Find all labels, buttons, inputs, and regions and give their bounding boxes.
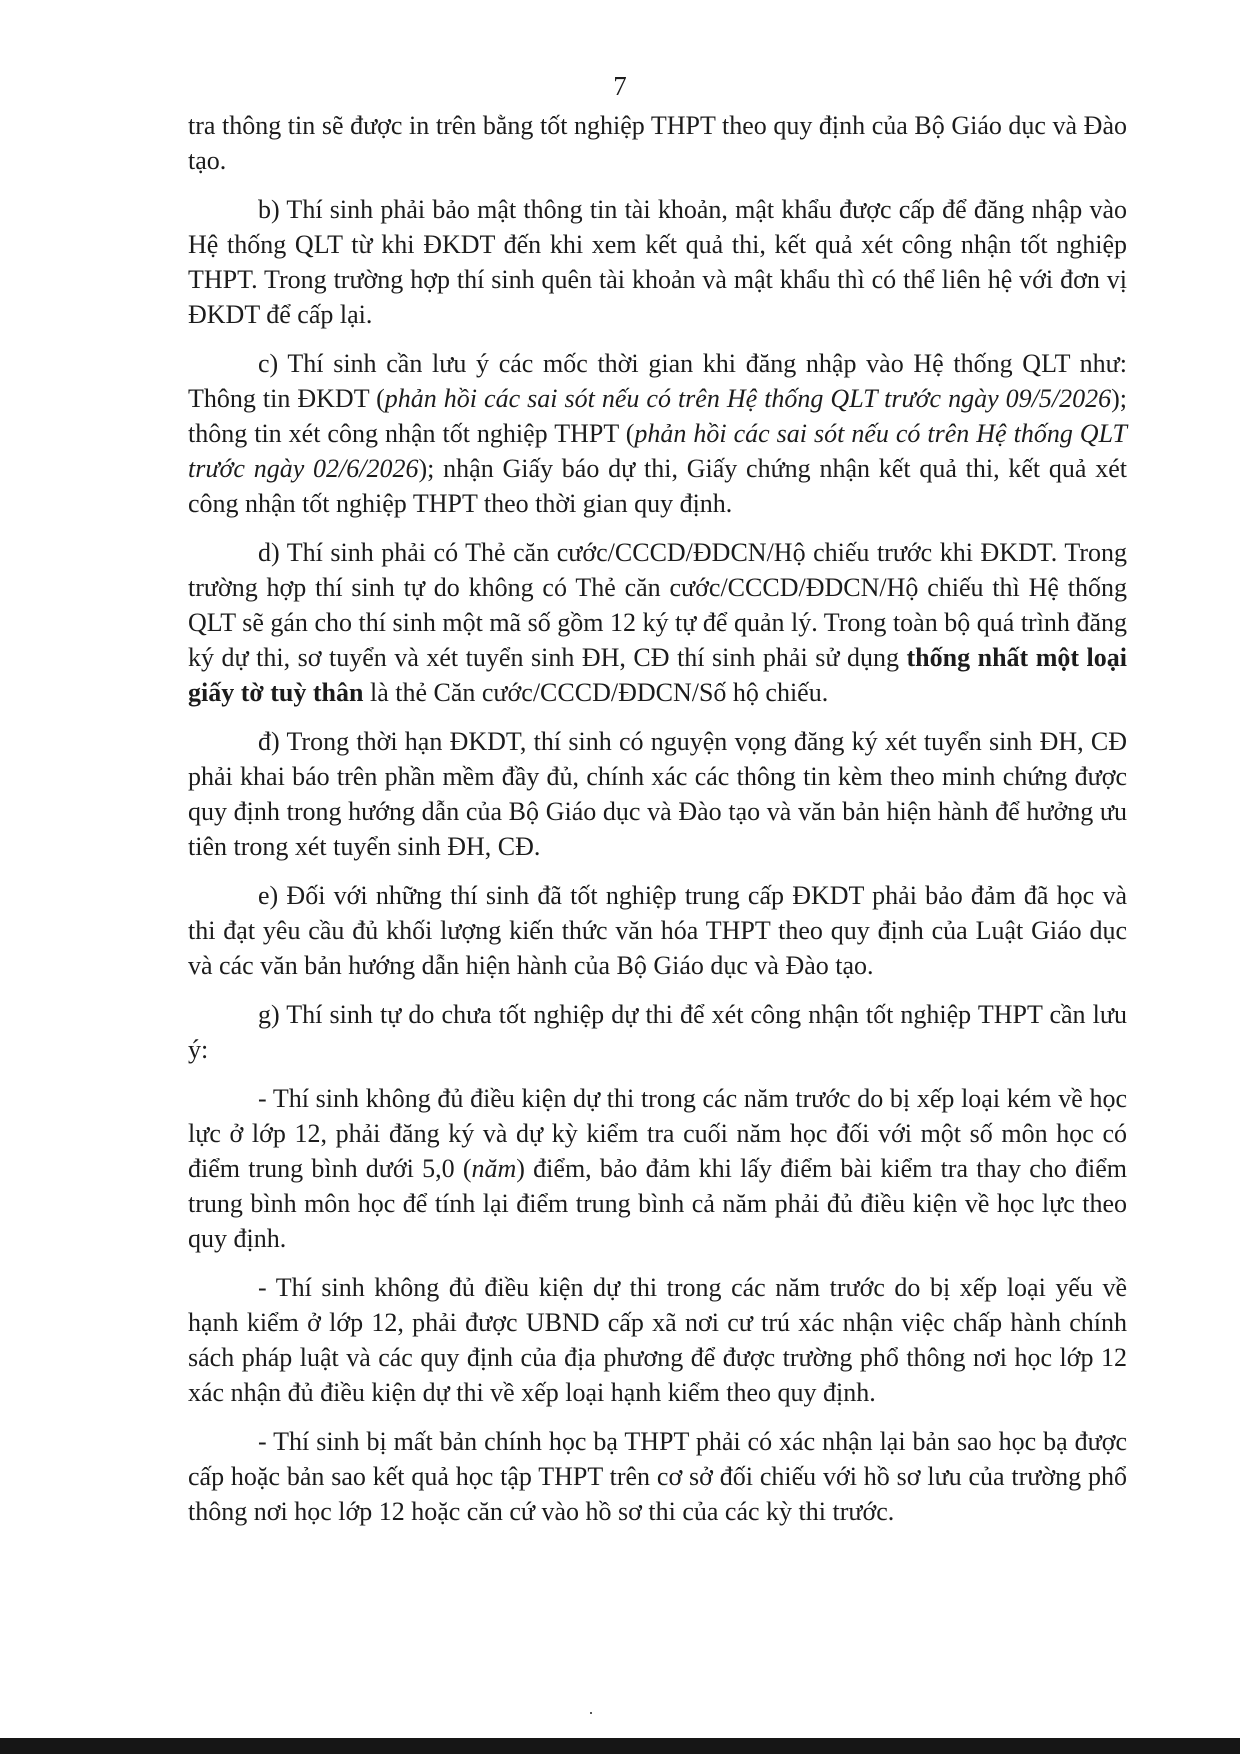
text-segment: d) Thí sinh phải có Thẻ căn cước/CCCD/ĐDCN/Hộ chiếu trước khi ĐKDT. Trong trường hợp thí sinh tự do không có Thẻ căn cước/CCCD/ĐDCN/Hộ chiếu thì Hệ thống QLT sẽ gán cho thí sinh một mã số gồm 12 ký tự để quản lý. Trong toàn bộ quá trình đăng ký dự thi, sơ tuyển và xét tuyển sinh ĐH, CĐ thí sinh phải sử dụng	[188, 538, 1127, 672]
paragraph-p1	[188, 192, 1127, 332]
document-body	[188, 108, 1127, 1543]
text-segment: - Thí sinh bị mất bản chính học bạ THPT phải có xác nhận lại bản sao học bạ được cấp hoặc bản sao kết quả học tập THPT trên cơ sở đối chiếu với hồ sơ lưu của trường phổ thông nơi học lớp 12 hoặc căn cứ vào hồ sơ thi của các kỳ thi trước.	[188, 1427, 1127, 1526]
paragraph-p3	[188, 535, 1127, 710]
text-segment: là thẻ Căn cước/CCCD/ĐDCN/Số hộ chiếu.	[363, 678, 829, 707]
italic-text-segment: phản hồi các sai sót nếu có trên Hệ thống QLT trước ngày 02/6/2026	[188, 419, 1127, 483]
bold-text-segment: thống nhất một loại giấy tờ tuỳ thân	[188, 643, 1128, 707]
paragraph-p8	[188, 1270, 1127, 1410]
text-segment: tra thông tin sẽ được in trên bằng tốt nghiệp THPT theo quy định của Bộ Giáo dục và Đào tạo.	[188, 111, 1127, 175]
paragraph-p2	[188, 346, 1127, 521]
text-segment: b) Thí sinh phải bảo mật thông tin tài khoản, mật khẩu được cấp để đăng nhập vào Hệ thống QLT từ khi ĐKDT đến khi xem kết quả thi, kết quả xét công nhận tốt nghiệp THPT. Trong trường hợp thí sinh quên tài khoản và mật khẩu thì có thể liên hệ với đơn vị ĐKDT để cấp lại.	[188, 195, 1127, 329]
paragraph-p7	[188, 1081, 1127, 1256]
paragraph-p0	[188, 108, 1127, 178]
text-segment: - Thí sinh không đủ điều kiện dự thi trong các năm trước do bị xếp loại yếu về hạnh kiểm ở lớp 12, phải được UBND cấp xã nơi cư trú xác nhận việc chấp hành chính sách pháp luật và các quy định của địa phương để được trường phổ thông nơi học lớp 12 xác nhận đủ điều kiện dự thi về xếp loại hạnh kiểm theo quy định.	[188, 1273, 1127, 1407]
text-segment: đ) Trong thời hạn ĐKDT, thí sinh có nguyện vọng đăng ký xét tuyển sinh ĐH, CĐ phải khai báo trên phần mềm đầy đủ, chính xác các thông tin kèm theo minh chứng được quy định trong hướng dẫn của Bộ Giáo dục và Đào tạo và văn bản hiện hành để hưởng ưu tiên trong xét tuyển sinh ĐH, CĐ.	[188, 727, 1127, 861]
text-segment: e) Đối với những thí sinh đã tốt nghiệp trung cấp ĐKDT phải bảo đảm đã học và thi đạt yêu cầu đủ khối lượng kiến thức văn hóa THPT theo quy định của Luật Giáo dục và các văn bản hướng dẫn hiện hành của Bộ Giáo dục và Đào tạo.	[188, 881, 1127, 980]
paragraph-p9	[188, 1424, 1127, 1529]
scan-artifact-dot	[590, 1712, 592, 1714]
italic-text-segment: phản hồi các sai sót nếu có trên Hệ thống QLT trước ngày 09/5/2026	[384, 384, 1112, 413]
italic-text-segment: năm	[471, 1154, 517, 1183]
text-segment: c) Thí sinh cần lưu ý các mốc thời gian khi đăng nhập vào Hệ thống QLT như: Thông tin ĐKDT (	[188, 349, 1127, 413]
text-segment: g) Thí sinh tự do chưa tốt nghiệp dự thi để xét công nhận tốt nghiệp THPT cần lưu ý:	[188, 1000, 1127, 1064]
paragraph-p6	[188, 997, 1127, 1067]
scan-bottom-border	[0, 1738, 1240, 1754]
text-segment: - Thí sinh không đủ điều kiện dự thi trong các năm trước do bị xếp loại kém về học lực ở lớp 12, phải đăng ký và dự kỳ kiểm tra cuối năm học đối với một số môn học có điểm trung bình dưới 5,0 (	[188, 1084, 1127, 1183]
page-number: 7	[613, 71, 627, 101]
paragraph-p5	[188, 878, 1127, 983]
text-segment: ); thông tin xét công nhận tốt nghiệp THPT (	[188, 384, 1127, 448]
paragraph-p4	[188, 724, 1127, 864]
text-segment: ) điểm, bảo đảm khi lấy điểm bài kiểm tra thay cho điểm trung bình môn học để tính lại điểm trung bình cả năm phải đủ điều kiện về học lực theo quy định.	[188, 1154, 1127, 1253]
text-segment: ); nhận Giấy báo dự thi, Giấy chứng nhận kết quả thi, kết quả xét công nhận tốt nghiệp THPT theo thời gian quy định.	[188, 454, 1127, 518]
